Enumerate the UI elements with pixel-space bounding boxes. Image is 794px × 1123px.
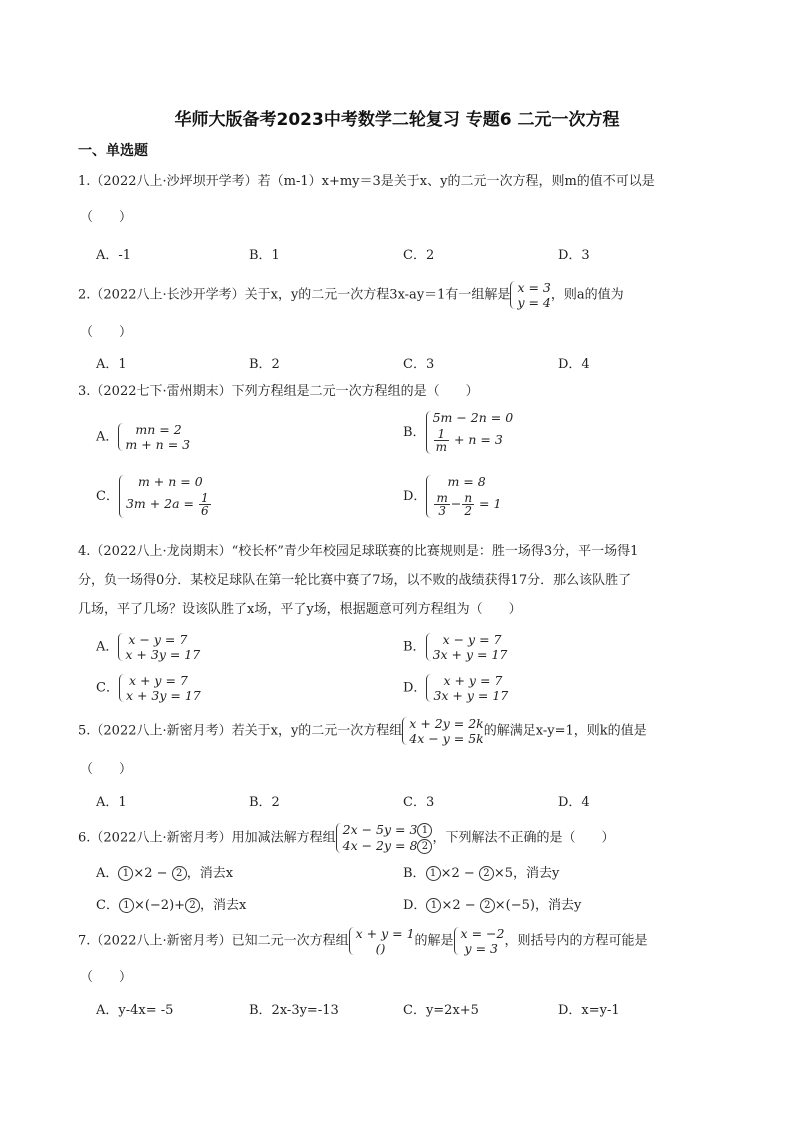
option-b[interactable]: B．2x-3y=-13 bbox=[249, 1003, 339, 1018]
option-d[interactable]: D．4 bbox=[558, 357, 590, 372]
option-c[interactable]: C．2 bbox=[403, 248, 435, 263]
q7-system: x + y = 1 () bbox=[349, 926, 415, 956]
option-a[interactable]: A．y-4x= -5 bbox=[96, 1003, 174, 1018]
option-d[interactable]: D．x=y-1 bbox=[558, 1003, 620, 1018]
q6-stem: 6.（2022八上·新密月考）用加减法解方程组 2x − 5y = 3 1 4x − 2y = 8 2 ，下列解法不正确的是（ ） bbox=[78, 822, 615, 853]
q1-options bbox=[96, 244, 736, 266]
q4-option-d[interactable]: D． x + y = 7 3x + y = 17 bbox=[403, 673, 509, 703]
q2-solution-system: x = 3 y = 4 bbox=[510, 280, 550, 310]
q7-stem: 7.（2022八上·新密月考）已知二元一次方程组 x + y = 1 () 的解是 x = −2 y = 3 ，则括号内的方程可能是 bbox=[78, 926, 648, 956]
q6-option-a[interactable]: A． 1 ×2 − 2 ，消去x bbox=[96, 866, 234, 881]
q4-line-3: 几场，平了几场？设该队胜了x场，平了y场，根据题意可列方程组为（ ） bbox=[78, 602, 522, 617]
q3-option-d[interactable]: D． m = 8 $\frac{m}{3}$ − $\frac{n}{2}$ = 1 bbox=[403, 474, 502, 518]
q4-line-1: 4.（2022八上·龙岗期末）“校长杯”青少年校园足球联赛的比赛规则是：胜一场得3分，平一场得1 bbox=[78, 544, 639, 559]
q4-option-b[interactable]: B． x − y = 7 3x + y = 17 bbox=[403, 632, 508, 662]
section-heading: 一、单选题 bbox=[78, 143, 148, 159]
option-a[interactable]: A．-1 bbox=[96, 248, 132, 263]
q7-solution: x = −2 y = 3 bbox=[454, 926, 505, 956]
q2-blank: （ ） bbox=[80, 325, 133, 340]
q3-option-a[interactable]: A． mn = 2 m + n = 3 bbox=[96, 422, 191, 452]
q5-system: x + 2y = 2k 4x − y = 5k bbox=[402, 716, 483, 746]
option-d[interactable]: D．4 bbox=[558, 795, 590, 810]
q5-stem: 5.（2022八上·新密月考）若关于x，y的二元一次方程组 x + 2y = 2k 4x − y = 5k 的解满足x-y=1，则k的值是 bbox=[78, 716, 647, 746]
option-b[interactable]: B．2 bbox=[249, 357, 280, 372]
q2-options bbox=[96, 353, 736, 375]
q5-blank: （ ） bbox=[80, 762, 133, 777]
q3-stem: 3.（2022七下·雷州期末）下列方程组是二元一次方程组的是（ ） bbox=[78, 384, 479, 399]
q7-blank: （ ） bbox=[80, 970, 133, 985]
option-c[interactable]: C．3 bbox=[403, 795, 435, 810]
q2-stem: 2.（2022八上·长沙开学考）关于x，y的二元一次方程3x-ay＝1有一组解是 x = 3 y = 4 ，则a的值为 bbox=[78, 280, 624, 310]
option-b[interactable]: B．1 bbox=[249, 248, 280, 263]
q4-option-a[interactable]: A． x − y = 7 x + 3y = 17 bbox=[96, 632, 201, 662]
q4-line-2: 分，负一场得0分．某校足球队在第一轮比赛中赛了7场，以不败的战绩获得17分．那么该队胜了 bbox=[78, 573, 632, 588]
q1-blank: （ ） bbox=[80, 210, 133, 225]
q1-stem: 1.（2022八上·沙坪坝开学考）若（m-1）x+my＝3是关于x、y的二元一次方程，则m的值不可以是 bbox=[78, 174, 655, 189]
q6-system: 2x − 5y = 3 1 4x − 2y = 8 2 bbox=[336, 822, 433, 854]
option-a[interactable]: A．1 bbox=[96, 357, 127, 372]
option-b[interactable]: B．2 bbox=[249, 795, 280, 810]
option-c[interactable]: C．y=2x+5 bbox=[403, 1003, 479, 1018]
q7-options bbox=[96, 999, 736, 1021]
q5-options bbox=[96, 791, 736, 813]
q3-option-b[interactable]: B． 5m − 2n = 0 $\frac{1}{m}$ + n = 3 bbox=[403, 410, 514, 454]
q6-option-b[interactable]: B． 1 ×2 − 2 ×5，消去y bbox=[403, 866, 560, 881]
q6-option-d[interactable]: D． 1 ×2 − 2 ×(−5)，消去y bbox=[403, 898, 582, 913]
q4-option-c[interactable]: C． x + y = 7 x + 3y = 17 bbox=[96, 673, 201, 703]
q3-option-c[interactable]: C． m + n = 0 3m + 2a = $\frac{1}{6}$ bbox=[96, 474, 212, 519]
q6-option-c[interactable]: C． 1 ×(−2)+ 2 ，消去x bbox=[96, 898, 247, 913]
option-d[interactable]: D．3 bbox=[558, 248, 590, 263]
option-c[interactable]: C．3 bbox=[403, 357, 435, 372]
option-a[interactable]: A．1 bbox=[96, 795, 127, 810]
page-title: 华师大版备考2023中考数学二轮复习 专题6 二元一次方程 bbox=[174, 110, 620, 130]
